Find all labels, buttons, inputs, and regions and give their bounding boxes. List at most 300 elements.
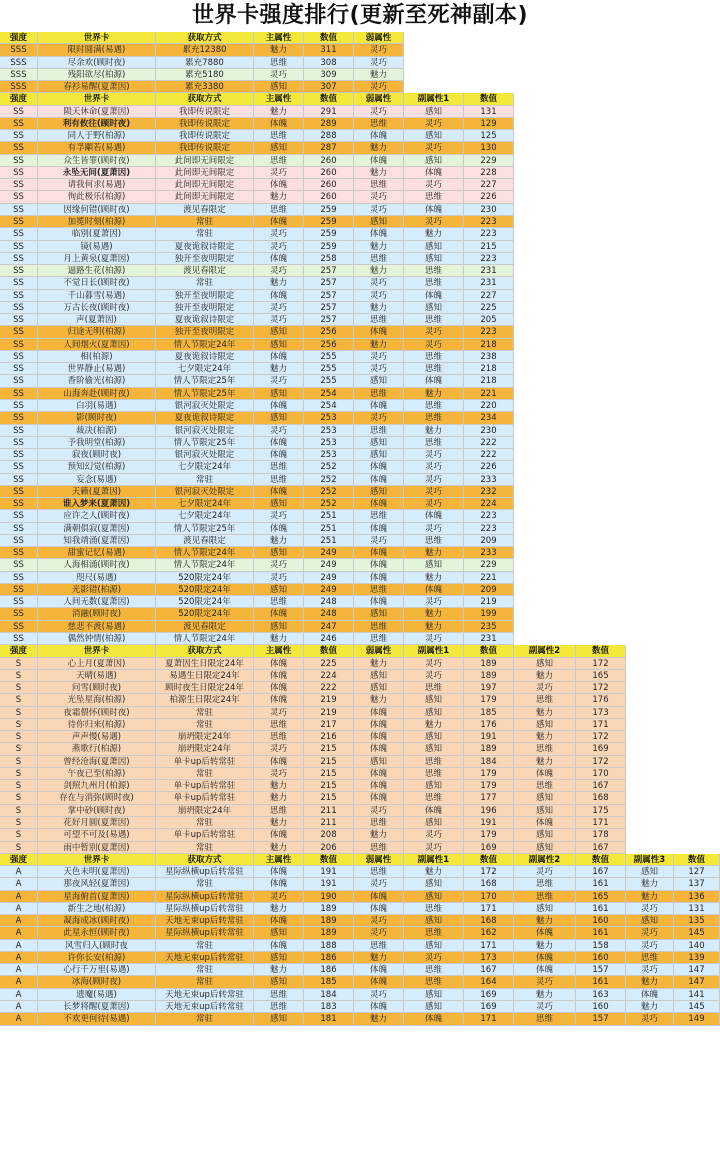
cell-5: 体魄 [354, 976, 404, 988]
cell-9: 160 [576, 952, 626, 964]
cell-11 [674, 780, 720, 792]
cell-11 [674, 498, 720, 510]
cell-9: 160 [576, 1001, 626, 1013]
cell-0: SS [0, 351, 38, 363]
cell-0: SS [0, 314, 38, 326]
cell-10 [626, 756, 674, 768]
cell-7: 131 [464, 106, 514, 118]
table-row [0, 682, 720, 694]
table-row [0, 375, 720, 387]
cell-9: 161 [576, 878, 626, 890]
cell-4: 255 [304, 351, 354, 363]
cell-11 [674, 241, 720, 253]
cell-11 [674, 412, 720, 424]
cell-7: 164 [464, 976, 514, 988]
header-cell-0: 强度 [0, 93, 38, 105]
header-cell-1: 世界卡 [38, 32, 156, 44]
cell-2: 情人节限定24年 [156, 339, 254, 351]
cell-3: 感知 [254, 339, 304, 351]
cell-6: 灵巧 [404, 952, 464, 964]
cell-1: 不欢更何待(易遇) [38, 1013, 156, 1025]
cell-2: 崩坍限定24年 [156, 805, 254, 817]
cell-3: 体魄 [254, 940, 304, 952]
cell-3: 灵巧 [254, 707, 304, 719]
cell-9 [576, 191, 626, 203]
cell-0: A [0, 1013, 38, 1025]
cell-9: 168 [576, 792, 626, 804]
cell-8 [514, 596, 576, 608]
cell-0: A [0, 1001, 38, 1013]
cell-6: 魅力 [404, 425, 464, 437]
cell-8 [514, 498, 576, 510]
cell-1: 新生之地(柏源) [38, 903, 156, 915]
cell-1: 声声慢(易遇) [38, 731, 156, 743]
cell-7: 129 [464, 118, 514, 130]
cell-11 [674, 388, 720, 400]
cell-8 [514, 449, 576, 461]
cell-9 [576, 584, 626, 596]
cell-4: 255 [304, 375, 354, 387]
cell-6: 感知 [404, 915, 464, 927]
cell-4: 215 [304, 743, 354, 755]
cell-8: 思维 [514, 694, 576, 706]
cell-9 [576, 339, 626, 351]
cell-5: 感知 [354, 682, 404, 694]
cell-6: 体魄 [404, 204, 464, 216]
cell-10 [626, 118, 674, 130]
cell-6: 魅力 [404, 719, 464, 731]
cell-3: 灵巧 [254, 241, 304, 253]
cell-2: 七夕限定24年 [156, 510, 254, 522]
cell-11 [674, 707, 720, 719]
cell-9 [576, 559, 626, 571]
cell-9 [576, 326, 626, 338]
table-row [0, 584, 720, 596]
cell-7: 233 [464, 474, 514, 486]
cell-8: 魅力 [514, 707, 576, 719]
cell-1: 不觉日长(顾时夜) [38, 277, 156, 289]
cell-1: 咫尺(易遇) [38, 572, 156, 584]
cell-4: 309 [304, 69, 354, 81]
table-row [0, 1013, 720, 1025]
cell-2: 常驻 [156, 842, 254, 854]
cell-6: 感知 [404, 694, 464, 706]
cell-8: 体魄 [514, 964, 576, 976]
header-cell-10 [626, 32, 674, 44]
cell-3: 思维 [254, 596, 304, 608]
cell-3: 体魄 [254, 694, 304, 706]
cell-2: 累充12380 [156, 44, 254, 56]
cell-10 [626, 474, 674, 486]
cell-3: 灵巧 [254, 69, 304, 81]
cell-8: 感知 [514, 658, 576, 670]
cell-9 [576, 44, 626, 56]
cell-0: SS [0, 363, 38, 375]
cell-5: 灵巧 [354, 106, 404, 118]
cell-10 [626, 253, 674, 265]
cell-7: 179 [464, 768, 514, 780]
cell-6: 体魄 [404, 584, 464, 596]
cell-3: 体魄 [254, 216, 304, 228]
cell-3: 体魄 [254, 486, 304, 498]
cell-11 [674, 658, 720, 670]
cell-4: 307 [304, 81, 354, 93]
cell-4: 249 [304, 572, 354, 584]
header-cell-2: 获取方式 [156, 93, 254, 105]
cell-11: 127 [674, 866, 720, 878]
table-row [0, 290, 720, 302]
cell-0: SS [0, 449, 38, 461]
cell-7: 184 [464, 756, 514, 768]
cell-6: 灵巧 [404, 829, 464, 841]
cell-1: 寂夜(顾时夜) [38, 449, 156, 461]
cell-9 [576, 474, 626, 486]
cell-9 [576, 461, 626, 473]
cell-9 [576, 302, 626, 314]
cell-0: S [0, 768, 38, 780]
cell-6: 灵巧 [404, 326, 464, 338]
cell-1: 山海奔赴(顾时夜) [38, 388, 156, 400]
cell-0: A [0, 976, 38, 988]
table-row [0, 976, 720, 988]
cell-7: 223 [464, 216, 514, 228]
cell-2: 常驻 [156, 878, 254, 890]
cell-7: 223 [464, 523, 514, 535]
cell-11: 131 [674, 903, 720, 915]
cell-4: 254 [304, 400, 354, 412]
cell-10 [626, 559, 674, 571]
cell-8: 感知 [514, 842, 576, 854]
cell-8: 灵巧 [514, 1001, 576, 1013]
header-cell-11 [674, 32, 720, 44]
cell-5: 思维 [354, 817, 404, 829]
cell-8: 思维 [514, 891, 576, 903]
cell-3: 感知 [254, 326, 304, 338]
cell-0: SS [0, 228, 38, 240]
cell-4: 260 [304, 179, 354, 191]
cell-1: 心上月(夏萧因) [38, 658, 156, 670]
cell-8: 体魄 [514, 817, 576, 829]
cell-1: 加冕时刻(柏源) [38, 216, 156, 228]
cell-0: SS [0, 290, 38, 302]
cell-9 [576, 572, 626, 584]
cell-2: 情人节限定24年 [156, 559, 254, 571]
cell-11 [674, 743, 720, 755]
cell-6: 体魄 [404, 375, 464, 387]
cell-10 [626, 768, 674, 780]
table-row [0, 412, 720, 424]
cell-9 [576, 412, 626, 424]
cell-5: 体魄 [354, 523, 404, 535]
cell-2: 夏夜诡叙诗限定 [156, 241, 254, 253]
cell-5: 灵巧 [354, 204, 404, 216]
cell-0: SS [0, 106, 38, 118]
cell-8 [514, 216, 576, 228]
cell-6: 体魄 [404, 805, 464, 817]
cell-5: 灵巧 [354, 535, 404, 547]
cell-7: 199 [464, 608, 514, 620]
cell-3: 感知 [254, 388, 304, 400]
cell-3: 体魄 [254, 866, 304, 878]
cell-10: 思维 [626, 952, 674, 964]
cell-5: 灵巧 [354, 290, 404, 302]
cell-9 [576, 351, 626, 363]
cell-6: 感知 [404, 241, 464, 253]
table-row [0, 191, 720, 203]
cell-0: SS [0, 523, 38, 535]
cell-4: 224 [304, 670, 354, 682]
cell-0: SS [0, 191, 38, 203]
cell-1: 陨天休命(夏萧因) [38, 106, 156, 118]
cell-3: 感知 [254, 412, 304, 424]
cell-6: 感知 [404, 817, 464, 829]
cell-7: 226 [464, 191, 514, 203]
cell-6: 魅力 [404, 547, 464, 559]
cell-2: 此间即无间限定 [156, 167, 254, 179]
cell-2: 夏夜诡叙诗限定 [156, 351, 254, 363]
cell-9: 167 [576, 780, 626, 792]
cell-6 [404, 81, 464, 93]
cell-6: 思维 [404, 277, 464, 289]
cell-10 [626, 572, 674, 584]
cell-8: 魅力 [514, 989, 576, 1001]
cell-6: 感知 [404, 707, 464, 719]
cell-2: 520限定24年 [156, 608, 254, 620]
cell-3: 体魄 [254, 253, 304, 265]
cell-9 [576, 228, 626, 240]
cell-7: 232 [464, 486, 514, 498]
cell-4: 191 [304, 878, 354, 890]
cell-4: 253 [304, 425, 354, 437]
cell-10 [626, 106, 674, 118]
cell-5: 灵巧 [354, 191, 404, 203]
table-row [0, 326, 720, 338]
cell-6: 思维 [404, 363, 464, 375]
cell-7: 229 [464, 155, 514, 167]
cell-7: 215 [464, 241, 514, 253]
table-row [0, 866, 720, 878]
cell-8 [514, 523, 576, 535]
cell-10 [626, 130, 674, 142]
cell-2: 单卡up后转常驻 [156, 756, 254, 768]
cell-7: 179 [464, 829, 514, 841]
cell-3: 魅力 [254, 106, 304, 118]
cell-10 [626, 412, 674, 424]
table-row [0, 596, 720, 608]
cell-2: 常驻 [156, 719, 254, 731]
cell-1: 满朝俱寂(夏萧因) [38, 523, 156, 535]
cell-11 [674, 621, 720, 633]
cell-6: 灵巧 [404, 461, 464, 473]
cell-1: 白羽(易遇) [38, 400, 156, 412]
cell-10 [626, 535, 674, 547]
cell-6: 魅力 [404, 608, 464, 620]
cell-7: 205 [464, 314, 514, 326]
cell-7: 189 [464, 670, 514, 682]
cell-5: 灵巧 [354, 351, 404, 363]
cell-3: 魅力 [254, 817, 304, 829]
header-cell-4: 数值 [304, 645, 354, 657]
cell-7: 230 [464, 204, 514, 216]
cell-7: 231 [464, 277, 514, 289]
cell-10 [626, 400, 674, 412]
cell-1: 影(顾时夜) [38, 412, 156, 424]
cell-10 [626, 780, 674, 792]
cell-1: 应许之人(顾时夜) [38, 510, 156, 522]
cell-10 [626, 216, 674, 228]
cell-4: 249 [304, 584, 354, 596]
cell-3: 思维 [254, 155, 304, 167]
cell-11 [674, 179, 720, 191]
cell-10 [626, 81, 674, 93]
cell-7: 189 [464, 743, 514, 755]
cell-2: 崩坍限定24年 [156, 743, 254, 755]
cell-5: 体魄 [354, 498, 404, 510]
cell-1: 尽余欢(顾时夜) [38, 57, 156, 69]
cell-5: 感知 [354, 670, 404, 682]
cell-4: 186 [304, 964, 354, 976]
table-row [0, 486, 720, 498]
cell-6: 思维 [404, 400, 464, 412]
cell-2: 情人节限定25年 [156, 437, 254, 449]
cell-7: 222 [464, 437, 514, 449]
header-cell-9: 数值 [576, 645, 626, 657]
cell-2: 夏萧因生日限定24年 [156, 658, 254, 670]
cell-3: 体魄 [254, 915, 304, 927]
header-cell-2: 获取方式 [156, 32, 254, 44]
table-row [0, 523, 720, 535]
cell-8 [514, 547, 576, 559]
cell-6 [404, 44, 464, 56]
cell-5: 灵巧 [354, 57, 404, 69]
cell-8 [514, 633, 576, 645]
cell-10 [626, 44, 674, 56]
table-row [0, 81, 720, 93]
cell-9 [576, 265, 626, 277]
cell-10 [626, 277, 674, 289]
cell-2: 常驻 [156, 277, 254, 289]
cell-2: 累充7880 [156, 57, 254, 69]
cell-4: 254 [304, 388, 354, 400]
cell-9 [576, 204, 626, 216]
cell-1: 此星永恒(顾时夜) [38, 927, 156, 939]
cell-7: 223 [464, 253, 514, 265]
cell-7: 225 [464, 302, 514, 314]
cell-1: 月上黄泉(夏萧因) [38, 253, 156, 265]
cell-8 [514, 437, 576, 449]
cell-7: 221 [464, 572, 514, 584]
cell-3: 灵巧 [254, 572, 304, 584]
cell-11: 147 [674, 976, 720, 988]
cell-0: S [0, 694, 38, 706]
cell-7: 227 [464, 290, 514, 302]
cell-10: 灵巧 [626, 927, 674, 939]
cell-5: 体魄 [354, 1001, 404, 1013]
cell-7 [464, 81, 514, 93]
cell-5: 体魄 [354, 547, 404, 559]
cell-9 [576, 449, 626, 461]
cell-10 [626, 142, 674, 154]
header-cell-6: 副属性1 [404, 93, 464, 105]
cell-11 [674, 277, 720, 289]
cell-8: 体魄 [514, 952, 576, 964]
cell-5: 灵巧 [354, 989, 404, 1001]
cell-10 [626, 596, 674, 608]
table-row [0, 792, 720, 804]
cell-5: 思维 [354, 510, 404, 522]
table-row [0, 756, 720, 768]
cell-3: 魅力 [254, 903, 304, 915]
cell-5: 魅力 [354, 658, 404, 670]
cell-6: 思维 [404, 265, 464, 277]
cell-7: 228 [464, 167, 514, 179]
cell-11 [674, 69, 720, 81]
cell-9 [576, 290, 626, 302]
cell-2: 520限定24年 [156, 584, 254, 596]
cell-5: 思维 [354, 388, 404, 400]
cell-10 [626, 302, 674, 314]
cell-1: 预知幻觉(柏源) [38, 461, 156, 473]
ranking-table [0, 32, 720, 1026]
cell-1: 予我明堂(柏源) [38, 437, 156, 449]
cell-5: 魅力 [354, 142, 404, 154]
cell-3: 体魄 [254, 608, 304, 620]
cell-0: SS [0, 461, 38, 473]
cell-2: 银河寂灭处限定 [156, 486, 254, 498]
cell-11 [674, 302, 720, 314]
cell-11 [674, 584, 720, 596]
cell-6 [404, 57, 464, 69]
cell-4: 257 [304, 314, 354, 326]
table-row [0, 498, 720, 510]
table-row [0, 768, 720, 780]
cell-6: 思维 [404, 314, 464, 326]
cell-1: 遗魔(易遇) [38, 989, 156, 1001]
cell-5: 魅力 [354, 952, 404, 964]
cell-4: 189 [304, 915, 354, 927]
cell-11 [674, 265, 720, 277]
cell-7: 223 [464, 510, 514, 522]
cell-8 [514, 510, 576, 522]
cell-4: 186 [304, 952, 354, 964]
cell-3: 思维 [254, 130, 304, 142]
cell-8: 感知 [514, 903, 576, 915]
cell-8 [514, 69, 576, 81]
cell-3: 体魄 [254, 351, 304, 363]
cell-8 [514, 241, 576, 253]
cell-10 [626, 608, 674, 620]
cell-7: 185 [464, 707, 514, 719]
cell-8: 感知 [514, 805, 576, 817]
cell-0: S [0, 731, 38, 743]
cell-6: 感知 [404, 989, 464, 1001]
cell-0: SS [0, 204, 38, 216]
cell-6: 思维 [404, 437, 464, 449]
table-row [0, 69, 720, 81]
cell-2: 独开至夜明限定 [156, 302, 254, 314]
table-row [0, 461, 720, 473]
header-cell-11 [674, 93, 720, 105]
cell-3: 体魄 [254, 118, 304, 130]
cell-2: 此间即无间限定 [156, 191, 254, 203]
cell-1: 曾经沧海(夏萧因) [38, 756, 156, 768]
cell-0: S [0, 780, 38, 792]
cell-7: 173 [464, 952, 514, 964]
header-cell-5: 弱属性 [354, 854, 404, 866]
cell-11 [674, 670, 720, 682]
cell-7: 168 [464, 915, 514, 927]
cell-2: 顾时夜生日限定24年 [156, 682, 254, 694]
